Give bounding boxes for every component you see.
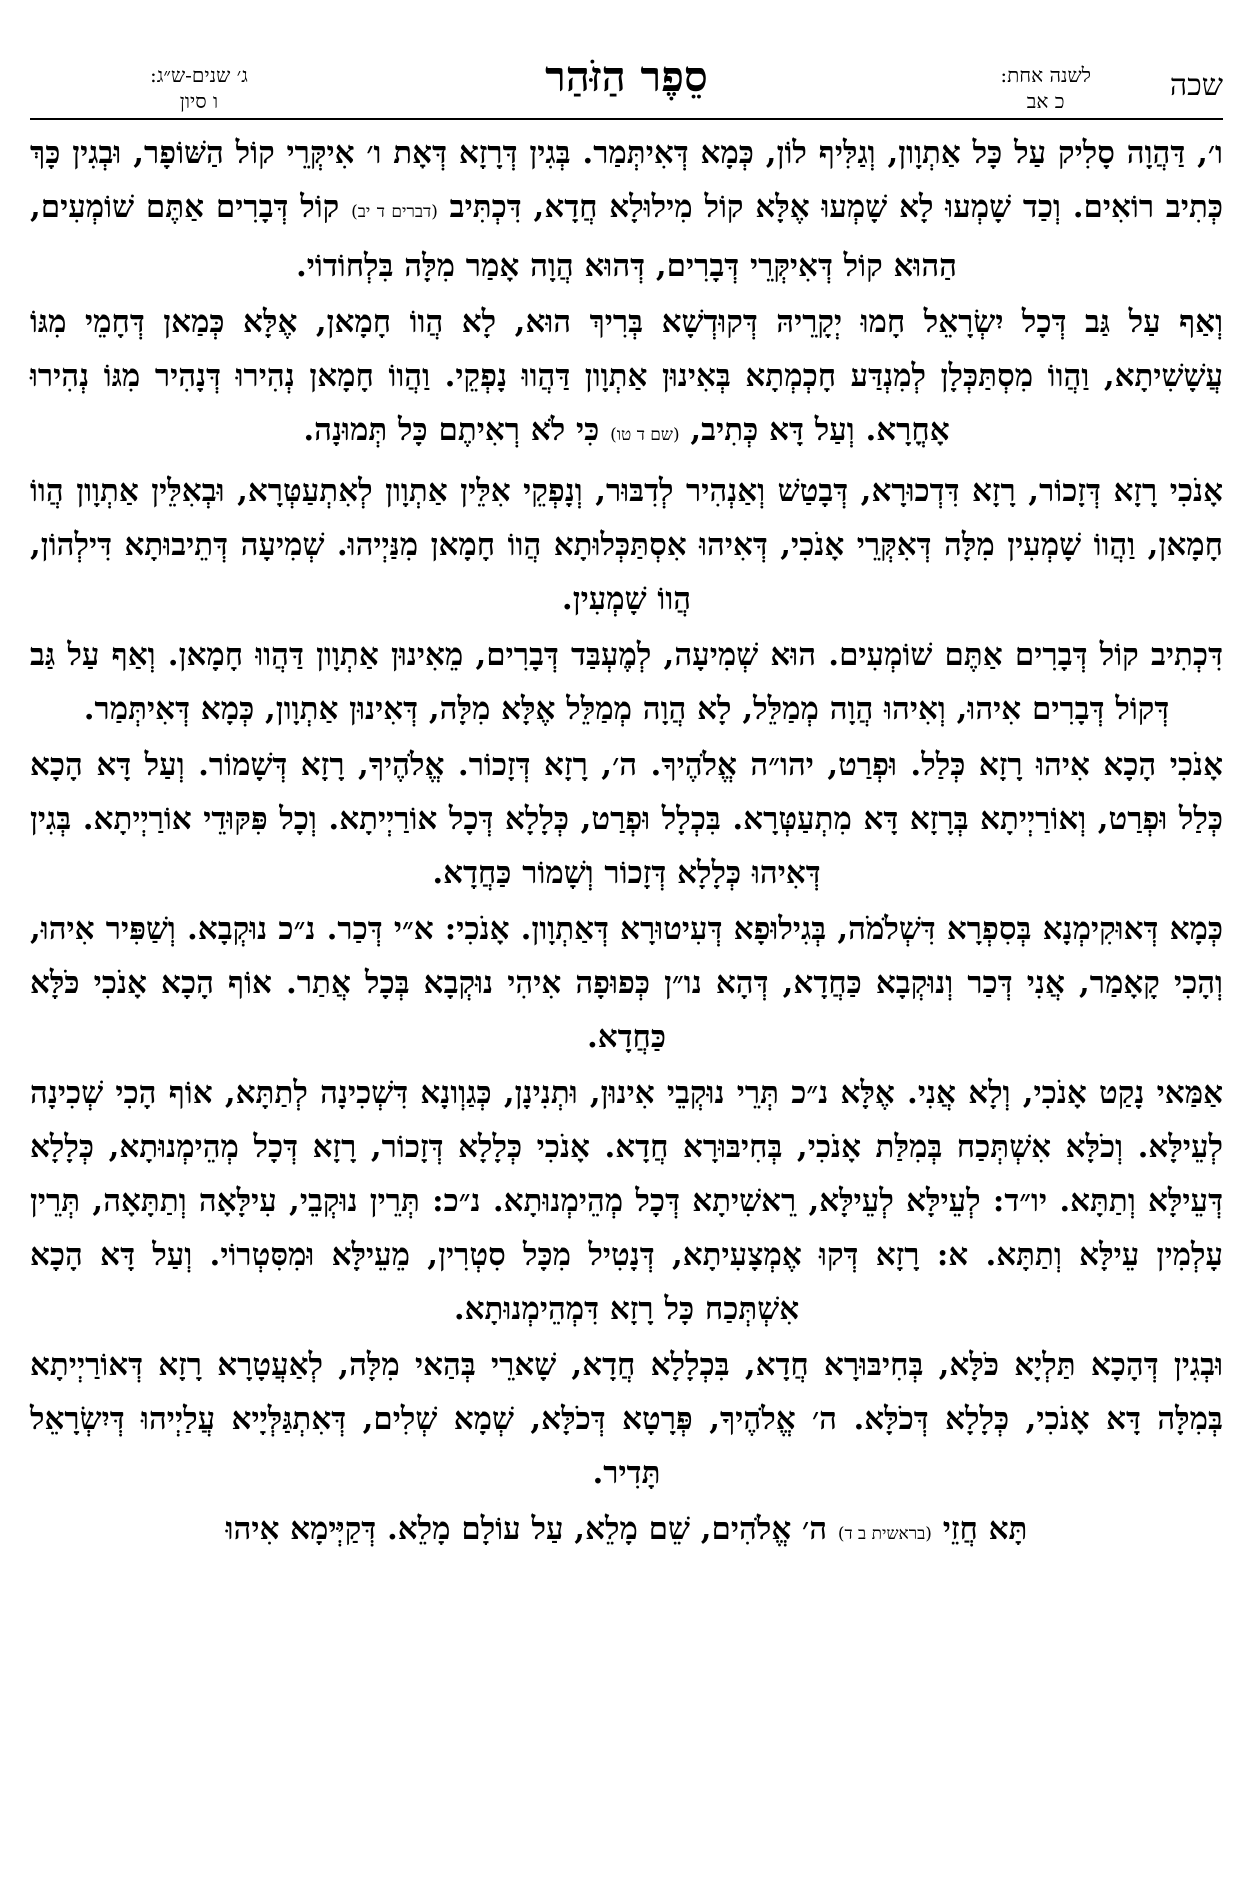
paragraph xyxy=(30,464,1223,626)
book-title: סֵפֶר הַזֹּהַר xyxy=(545,52,708,101)
paragraph xyxy=(30,1338,1223,1500)
paragraph xyxy=(30,295,1223,462)
paragraph xyxy=(30,902,1223,1064)
paragraph xyxy=(30,628,1223,736)
paragraph-text: קוֹל דְּבָרִים אַתֶּם שׁוֹמְעִים, הַהוּא קוֹל דְּאִיקְּרֵי דְּבָרִים, דְּהוּא הֲוָה אָמַר מִלָּה בִּלְחוֹדוֹי. xyxy=(30,189,957,284)
study-schedule-three-years xyxy=(150,62,248,114)
paragraph xyxy=(30,1066,1223,1336)
verse-citation: (שם ד טו) xyxy=(610,425,680,445)
page-number: שכה xyxy=(1169,68,1223,103)
paragraph-text: דִּכְתִיב קוֹל דְּבָרִים אַתֶּם שׁוֹמְעִים. הוּא שְׁמִיעָה, לְמֶעְבַּד דְּבָרִים, מֵאִינוּן אַתְוָון דַּהֲווּ חָמָאן. וְאַף עַל גַּב דְּקוֹל דְּבָרִים אִיהוּ, וְאִיהוּ הֲוָה מְמַלֵּל, לָא הֲוָה מְמַלֵּל אֶלָּא מִלָּה, דְּאִינוּן אַתְוָון, כְּמָא דְּאִיתְּמַר. xyxy=(30,637,1223,727)
paragraph-text: אַמַּאי נָקַט אָנֹכִי, וְלָא אֲנִי. אֶלָּא נ״כ תְּרֵי נוּקְבֵי אִינוּן, וּתְנִינָן, כְּגַוְונָא דִּשְׁכִינָה לְתַתָּא, אוֹף הָכִי שְׁכִינָה לְעֵילָּא. וְכֹלָּא אִשְׁתְּכַח בְּמִלַּת אָנֹכִי, בְּחִיבּוּרָא חֲדָא. אָנֹכִי כְּלָלָא דְּזָכוֹר, רָזָא דְּכָל מְהֵימְנוּתָא, כְּלָלָא דְּעֵילָּא וְתַתָּא. יו״ד: לְעֵילָּא לְעֵילָּא, רֵאשִׁיתָא דְּכָל מְהֵימְנוּתָא. נ״כ: תְּרֵין נוּקְבֵי, עִילָּאָה וְתַתָּאָה, תְּרֵין עָלְמִין עֵילָּא וְתַתָּא. א: רָזָא דְּקוּ אֶמְצָעִיתָא, דְּנָטִיל מִכָּל סִטְרִין, מֵעֵילָּא וּמִסִּטְרוֹי. וְעַל דָּא הָכָא אִשְׁתְּכַח כָּל רָזָא דִּמְהֵימְנוּתָא. xyxy=(30,1075,1223,1327)
paragraph xyxy=(30,1502,1223,1561)
header-rule xyxy=(30,118,1223,120)
paragraph-text: וּבְגִין דְּהָכָא תַּלְיָא כֹּלָּא, בְּחִיבּוּרָא חֲדָא, בִּכְלָלָא חֲדָא, שָׁארֵי בְּהַאי מִלָּה, לְאַעֲטָרָא רָזָא דְּאוֹרַיְיתָא בְּמִלָּה דָּא אָנֹכִי, כְּלָלָא דְּכֹלָּא. ה׳ אֱלֹהֶיךָ, פְּרָטָא דְּכֹלָּא, שְׁמָא שְׁלִים, דְּאִתְגַּלְּיָיא עֲלַיְיהוּ דְּיִשְׂרָאֵל תָּדִיר. xyxy=(30,1347,1223,1491)
verse-citation: (בראשית ב ד) xyxy=(837,1524,932,1544)
paragraph xyxy=(30,126,1223,293)
paragraph-text: כִּי לֹא רְאִיתֶם כָּל תְּמוּנָה. xyxy=(303,412,600,448)
paragraph xyxy=(30,738,1223,900)
paragraph-text: וְאַף עַל גַּב דְּכָל יִשְׂרָאֵל חָמוּ יְקָרֵיהּ דְּקוּדְשָׁא בְּרִיךְ הוּא, לָא הֲווֹ חָמָאן, אֶלָּא כְּמַאן דְּחָמֵי מִגּוֹ עֲשָׁשִׁיתָא, וַהֲווֹ מִסְתַּכְּלָן לְמִנְדַּע חָכְמְתָא בְּאִינוּן אַתְוָון דַּהֲווּ נָפְקֵי. וַהֲווֹ חָמָאן נְהִירוּ דְּנָהִיר מִגּוֹ נְהִירוּ אָחֳרָא. וְעַל דָּא כְּתִיב, xyxy=(30,304,1223,448)
text-body xyxy=(30,126,1223,1561)
paragraph-text: כְּמָא דְּאוּקִימְנָא בְּסִפְרָא דִּשְׁלֹמֹה, בְּגִילוּפָא דְּעִיטוּרָא דְּאַתְוָון. אָנֹכִי: א״י דְּכַר. נ״כ נוּקְבָא. וְשַׁפִּיר אִיהוּ, וְהָכִי קָאָמַר, אֲנִי דְּכַר וְנוּקְבָא כַּחֲדָא, דְּהָא נו״ן כְּפוּפָה אִיהִי נוּקְבָא בְּכָל אֲתַר. אוֹף הָכָא אָנֹכִי כֹּלָּא כַּחֲדָא. xyxy=(30,911,1224,1055)
page-header xyxy=(0,0,1253,120)
paragraph-text: אָנֹכִי רָזָא דְּזָכוֹר, רָזָא דִּדְכוּרָא, דְּבָטַשׁ וְאַנְהִיר לְדִבּוּר, וְנָפְקֵי אִלֵּין אַתְוָון לְאִתְעַטְּרָא, וּבְאִלֵּין אַתְוָון הֲווֹ חָמָאן, וַהֲווֹ שָׁמְעִין מִלָּה דְּאִקְּרֵי אָנֹכִי, דְּאִיהוּ אִסְתַּכְּלוּתָא הֲווֹ חָמָאן מִנַּיְיהוּ. שְׁמִיעָה דְּתֵיבוּתָא דִּילְהוֹן, הֲווֹ שָׁמְעִין. xyxy=(30,473,1223,617)
paragraph-text: אָנֹכִי הָכָא אִיהוּ רָזָא כְּלַל. וּפְרַט, יהו״ה אֱלֹהֶיךָ. ה׳, רָזָא דְּזָכוֹר. אֱלֹהֶיךָ, רָזָא דְּשָׁמוֹר. וְעַל דָּא הָכָא כְּלַל וּפְרַט, וְאוֹרַיְיתָא בְּרָזָא דָּא מִתְעַטְּרָא. בִּכְלָל וּפְרַט, כְּלָלָא דְּכָל אוֹרַיְיתָא. וְכָל פִּקּוּדֵי אוֹרַיְיתָא. בְּגִין דְּאִיהוּ כְּלָלָא דְּזָכוֹר וְשָׁמוֹר כַּחֲדָא. xyxy=(30,747,1223,891)
paragraph-text: תָּא חֲזֵי xyxy=(942,1511,1028,1547)
schedule-label: ג׳ שנים-ש״ג: xyxy=(150,63,248,87)
schedule-label: לשנה אחת: xyxy=(1000,63,1091,87)
schedule-date: כ אב xyxy=(1026,89,1065,113)
paragraph-text: ה׳ אֱלֹהִים, שֵׁם מָלֵא, עַל עוֹלָם מָלֵא. דְּקַיְּימָא אִיהוּ xyxy=(225,1511,828,1547)
verse-citation: (דברים ד יב) xyxy=(351,202,438,222)
paragraph-text: ו׳, דַּהֲוָה סָלִיק עַל כָּל אַתְוָון, וְגַלִּיף לוֹן, כְּמָא דְּאִיתְּמַר. בְּגִין דְּרָזָא דְּאָת ו׳ אִיקְּרֵי קוֹל הַשּׁוֹפָר, וּבְגִין כָּךְ כְּתִיב רוֹאִים. וְכַד שָׁמְעוּ לָא שָׁמְעוּ אֶלָּא קוֹל מִילוּלָא חֲדָא, דִּכְתִּיב xyxy=(30,135,1224,225)
schedule-date: ו סיון xyxy=(179,89,219,113)
